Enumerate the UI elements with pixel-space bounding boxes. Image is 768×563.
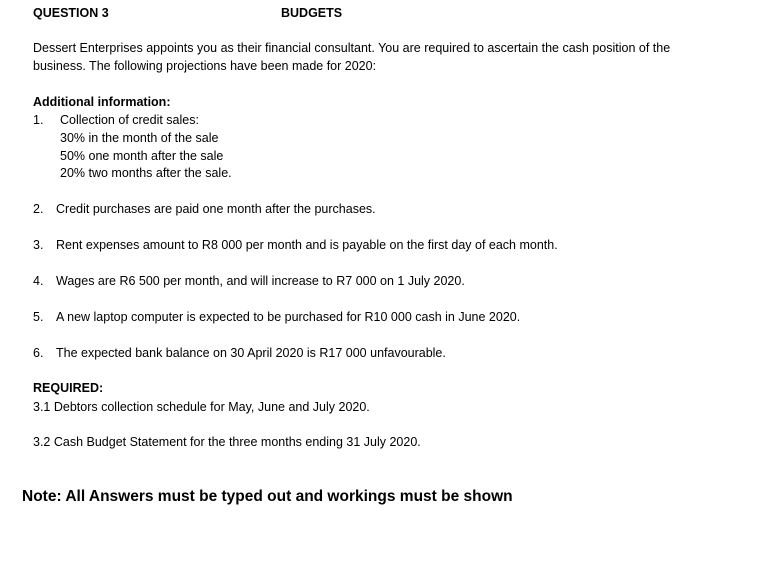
item-number: 2. bbox=[33, 202, 44, 216]
sub-item: 20% two months after the sale. bbox=[60, 166, 232, 180]
item-text: Rent expenses amount to R8 000 per month and is payable on the first day of each month. bbox=[56, 238, 558, 252]
item-number: 5. bbox=[33, 310, 44, 324]
topic-heading: BUDGETS bbox=[281, 6, 343, 20]
question-heading: QUESTION 3 bbox=[33, 6, 109, 20]
item-text: Collection of credit sales: bbox=[60, 113, 199, 127]
intro-line-1: Dessert Enterprises appoints you as their financial consultant. You are required to ascertain the cash position of the bbox=[33, 41, 671, 55]
sub-item: 50% one month after the sale bbox=[60, 149, 224, 163]
item-text: The expected bank balance on 30 April 2020 is R17 000 unfavourable. bbox=[56, 346, 446, 360]
item-number: 3. bbox=[33, 238, 44, 252]
sub-item: 30% in the month of the sale bbox=[60, 131, 219, 145]
required-heading: REQUIRED: bbox=[33, 381, 104, 395]
item-number: 1. bbox=[33, 113, 44, 127]
additional-info-heading: Additional information: bbox=[33, 95, 171, 109]
required-item: 3.2 Cash Budget Statement for the three months ending 31 July 2020. bbox=[33, 435, 421, 449]
item-text: Wages are R6 500 per month, and will increase to R7 000 on 1 July 2020. bbox=[56, 274, 465, 288]
answer-note: Note: All Answers must be typed out and workings must be shown bbox=[22, 488, 513, 505]
item-text: A new laptop computer is expected to be purchased for R10 000 cash in June 2020. bbox=[56, 310, 521, 324]
item-number: 6. bbox=[33, 346, 44, 360]
required-item: 3.1 Debtors collection schedule for May, June and July 2020. bbox=[33, 400, 370, 414]
item-number: 4. bbox=[33, 274, 44, 288]
item-text: Credit purchases are paid one month after the purchases. bbox=[56, 202, 376, 216]
intro-line-2: business. The following projections have been made for 2020: bbox=[33, 59, 377, 73]
